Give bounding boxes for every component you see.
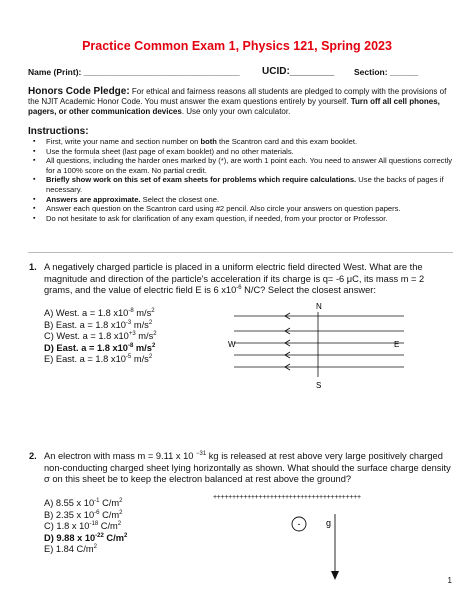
compass-s: S bbox=[316, 381, 322, 390]
q2-options bbox=[44, 498, 127, 556]
gravity-label: g bbox=[326, 518, 332, 528]
q2-option: C) 1.8 x $10^{-18}$ $C/m^2$ bbox=[44, 520, 122, 531]
instruction-item: ▪ Answer each question on the Scantron card using #2 pencil. Also circle your answers on question papers. bbox=[28, 204, 453, 214]
honor-pledge-bold: Turn off all cell phones, pagers, or other communication devices bbox=[28, 97, 440, 116]
honor-pledge bbox=[28, 87, 453, 117]
page-number: 1 bbox=[447, 576, 452, 585]
electron-sign: - bbox=[297, 519, 301, 529]
q2-option: B) 2.35 x $10^{-6}$ $C/m^2$ bbox=[44, 509, 123, 520]
q1-option: A) West. a = 1.8 $x10^{-8}$ $m/s^2$ bbox=[44, 307, 155, 318]
q2-diagram bbox=[284, 510, 344, 582]
q1-number: 1. bbox=[29, 262, 37, 272]
q1-text: A negatively charged particle is placed in a uniform electric field directed West. What are the magnitude and direction of the particle's acceleration if its charge is q= -6 μC, its mass m = 2 grams, and the value of electric field E is 6 $x10^{-6}$ N/C? Select the closest answer: bbox=[44, 262, 425, 295]
charged-sheet: +++++++++++++++++++++++++++++++++++++++ bbox=[213, 494, 361, 501]
divider bbox=[28, 252, 453, 253]
honor-pledge-tail: . Use only your own calculator. bbox=[181, 107, 291, 116]
field-lines bbox=[234, 313, 404, 370]
instruction-item: ▪ Answers are approximate. Select the closest one. bbox=[28, 195, 453, 205]
instruction-item: ▪ Use the formula sheet (last page of exam booklet) and no other materials. bbox=[28, 147, 453, 157]
instruction-item: ▪ First, write your name and section number on both the Scantron card and this exam booklet. bbox=[28, 137, 453, 147]
q1-option: B) East. a = 1.8 $x10^{-3}$ $m/s^2$ bbox=[44, 319, 153, 330]
q2-option: A) 8.55 x $10^{-1}$ $C/m^2$ bbox=[44, 497, 123, 508]
instructions-heading: Instructions: bbox=[28, 126, 89, 137]
compass-e: E bbox=[394, 340, 400, 349]
exam-title: Practice Common Exam 1, Physics 121, Spring 2023 bbox=[82, 39, 392, 53]
honor-pledge-label: Honors Code Pledge: bbox=[28, 86, 130, 97]
q1-options bbox=[44, 308, 157, 366]
q2-option: E) 1.84 $C/m^2$ bbox=[44, 543, 97, 554]
honor-pledge-text: For ethical and fairness reasons all students are pledged to comply with the provisions of the NJIT Academic Honor Code. You must answer the exam questions entirely by yourself. bbox=[28, 87, 447, 106]
section-field: Section: ______ bbox=[354, 67, 419, 77]
q1-option: C) West. a = 1.8 $x10^{+3}$ $m/s^2$ bbox=[44, 330, 157, 341]
q2-text: An electron with mass m = 9.11 x 10 $^{-31}$ kg is released at rest above very large positively charged non-conducting charged sheet lying horizontally as shown. What should the surface charge density σ on this sheet be to keep the electron balanced at rest above the ground? bbox=[44, 450, 451, 484]
q2-number: 2. bbox=[29, 451, 37, 461]
gravity-arrowhead bbox=[331, 571, 339, 580]
instruction-item: ▪ Do not hesitate to ask for clarification of any exam question, if needed, from your proctor or Professor. bbox=[28, 214, 453, 224]
q1-field-diagram bbox=[222, 300, 412, 390]
instructions-list bbox=[28, 137, 453, 223]
ucid-field: UCID:________ bbox=[262, 66, 335, 77]
name-field: Name (Print): _________________________________ bbox=[28, 67, 240, 77]
compass-w: W bbox=[228, 340, 236, 349]
q1-option: D) East. a = 1.8 $x10^{-8}$ $m/s^2$ bbox=[44, 342, 156, 353]
instruction-item: ▪ Briefly show work on this set of exam sheets for problems which require calculations. Use the backs of pages if necessary. bbox=[28, 175, 453, 194]
compass-n: N bbox=[316, 302, 322, 311]
q2-option: D) 9.88 x $10^{-22}$ $C/m^2$ bbox=[44, 532, 128, 543]
q1-option: E) East. a = 1.8 $x10^{-5}$ $m/s^2$ bbox=[44, 353, 153, 364]
instruction-item: ▪ All questions, including the harder ones marked by (*), are worth 1 point each. You need to answer All questions correctly for a 100% score on the exam. No partial credit. bbox=[28, 156, 453, 175]
